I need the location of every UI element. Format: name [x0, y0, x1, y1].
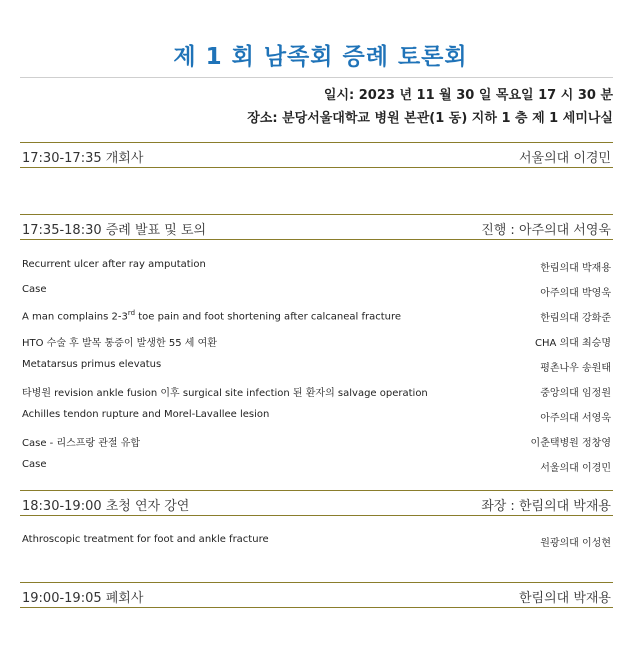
case-speaker: 평촌나우 송원태	[540, 363, 611, 374]
event-date: 일시: 2023 년 11 월 30 일 목요일 17 시 30 분	[323, 88, 613, 103]
case-speaker: 한림의대 강화준	[540, 313, 611, 324]
section-chair: 좌장 : 한림의대 박재용	[481, 499, 611, 514]
case-row	[20, 307, 613, 325]
case-row	[20, 357, 613, 375]
case-speaker: 이춘택병원 정창영	[530, 438, 611, 449]
case-title: 타병원 revision ankle fusion 이후 surgical site infection 된 환자의 salvage operation	[22, 388, 428, 399]
case-row	[20, 432, 613, 450]
case-row	[20, 407, 613, 425]
case-title	[22, 309, 401, 322]
case-speaker: 아주의대 서영욱	[540, 413, 611, 424]
section-time-title: 18:30-19:00 초청 연자 강연	[22, 499, 190, 514]
title-divider	[20, 77, 613, 78]
case-title-part: toe pain and foot shortening after calcaneal fracture	[135, 311, 402, 323]
section-opening	[20, 142, 613, 168]
case-speaker: 한림의대 박재용	[540, 263, 611, 274]
case-speaker: 서울의대 이경민	[540, 463, 611, 474]
case-title: Recurrent ulcer after ray amputation	[22, 259, 206, 270]
section-presenter: 한림의대 박재용	[518, 591, 611, 606]
section-case-presentation	[20, 214, 613, 240]
section-time-title: 19:00-19:05 폐회사	[22, 591, 144, 606]
page-title: 제 1 회 남족회 증례 토론회	[173, 44, 468, 70]
case-title: Case	[22, 459, 47, 470]
case-speaker: CHA 의대 최승명	[534, 338, 611, 349]
case-row	[20, 282, 613, 300]
lecture-title: Athroscopic treatment for foot and ankle fracture	[22, 534, 269, 545]
case-row	[20, 457, 613, 475]
section-time-title: 17:30-17:35 개회사	[22, 151, 144, 166]
section-invited-lecture	[20, 490, 613, 516]
section-closing	[20, 582, 613, 608]
case-title: Case - 리스프랑 관절 유합	[22, 438, 141, 449]
case-title-superscript: rd	[127, 309, 136, 317]
lecture-speaker: 원광의대 이성현	[540, 538, 611, 549]
section-moderator: 진행 : 아주의대 서영욱	[481, 223, 611, 238]
case-title: HTO 수술 후 발목 통증이 발생한 55 세 여환	[22, 338, 217, 349]
case-title: Metatarsus primus elevatus	[22, 359, 162, 370]
case-row	[20, 382, 613, 400]
case-title: Achilles tendon rupture and Morel-Lavallee lesion	[22, 409, 270, 420]
event-venue: 장소: 분당서울대학교 병원 본관(1 동) 지하 1 층 제 1 세미나실	[247, 111, 613, 126]
lecture-row	[20, 532, 613, 550]
case-speaker: 중앙의대 임정원	[540, 388, 611, 399]
section-presenter: 서울의대 이경민	[518, 151, 611, 166]
case-row	[20, 257, 613, 275]
section-time-title: 17:35-18:30 증례 발표 및 토의	[22, 223, 207, 238]
case-title: Case	[22, 284, 47, 295]
case-title-part: A man complains 2-3	[22, 311, 128, 323]
case-speaker: 아주의대 박영욱	[540, 288, 611, 299]
case-row	[20, 332, 613, 350]
